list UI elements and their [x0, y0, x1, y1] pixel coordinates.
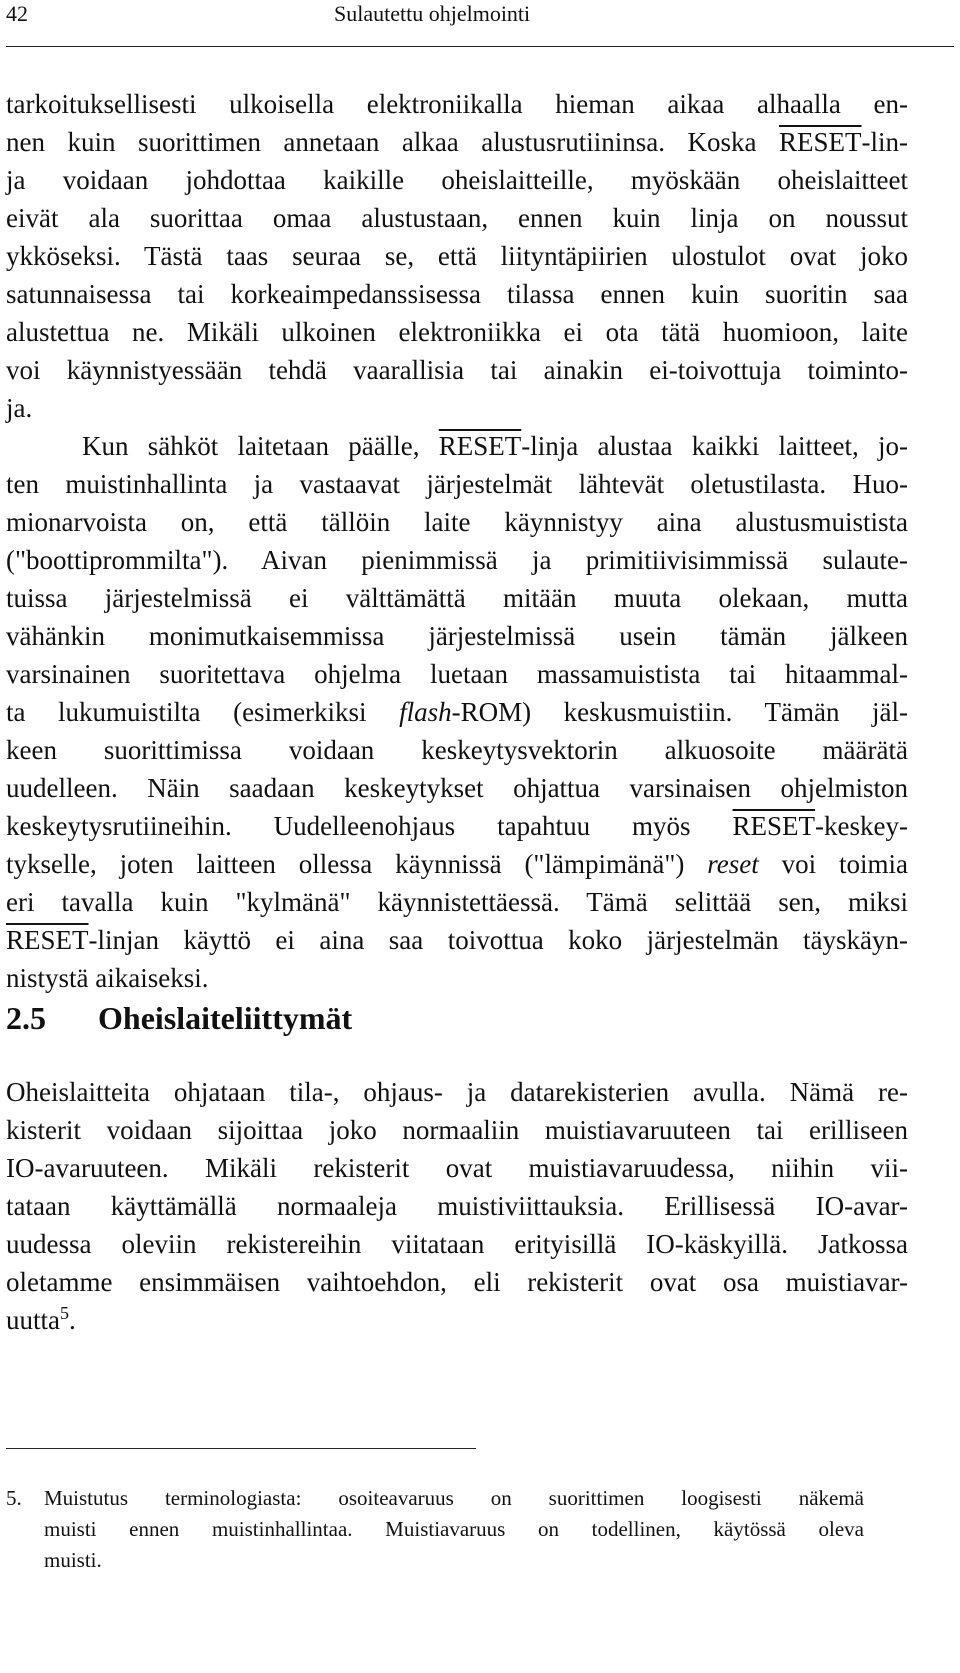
text-line: alustettua ne. Mikäli ulkoinen elektroniikka ei ota tätä huomioon, laite — [6, 317, 908, 347]
text-line: Oheislaitteita ohjataan tila-, ohjaus- ja datarekisterien avulla. Nämä re- — [6, 1077, 908, 1107]
footnote-rule — [6, 1448, 476, 1449]
text-line: tarkoituksellisesti ulkoisella elektroniikalla hieman aikaa alhaalla en- — [6, 89, 908, 119]
text-line: ten muistinhallinta ja vastaavat järjestelmät lähtevät oletustilasta. Huo- — [6, 469, 908, 499]
text-line: kisterit voidaan sijoittaa joko normaaliin muistiavaruuteen tai erilliseen — [6, 1115, 908, 1145]
text-line: nen kuin suorittimen annetaan alkaa alustusrutiininsa. Koska RESET-lin- — [6, 127, 908, 157]
text-line: nistystä aikaiseksi. — [6, 963, 209, 993]
footnote-line: muisti. — [44, 1548, 102, 1572]
running-head — [6, 0, 954, 40]
footnote-line: Muistutus terminologiasta: osoiteavaruus on suorittimen loogisesti näkemä — [44, 1486, 864, 1510]
header-rule — [6, 46, 954, 47]
footnote-number: 5. — [6, 1486, 22, 1510]
italic-term: reset — [707, 849, 759, 879]
page-number: 42 — [6, 1, 28, 26]
section-heading — [6, 998, 352, 1038]
text-line: keen suorittimissa voidaan keskeytysvektorin alkuosoite määrätä — [6, 735, 908, 765]
text-line: tykselle, joten laitteen ollessa käynnissä ("lämpimänä") reset voi toimia — [6, 849, 908, 879]
text-line: varsinainen suoritettava ohjelma luetaan massamuistista tai hitaammal- — [6, 659, 908, 689]
text-line: uutta$^5$. — [6, 1303, 76, 1335]
footnote-reference: 5 — [60, 1303, 69, 1323]
text-line: ja. — [6, 393, 33, 423]
section-title: Oheislaiteliittymät — [98, 1000, 353, 1036]
footnote-line: muisti ennen muistinhallintaa. Muistiavaruus on todellinen, käytössä oleva — [44, 1517, 864, 1541]
reset-signal: RESET — [6, 925, 89, 955]
text-line: ta lukumuistilta (esimerkiksi flash-ROM) keskusmuistiin. Tämän jäl- — [6, 697, 908, 727]
reset-signal: RESET — [778, 127, 862, 157]
text-line: ykköseksi. Tästä taas seuraa se, että liityntäpiirien ulostulot ovat joko — [6, 241, 908, 271]
text-line: ja voidaan johdottaa kaikille oheislaitteille, myöskään oheislaitteet — [6, 165, 908, 195]
text-line: satunnaisessa tai korkeaimpedanssisessa tilassa ennen kuin suoritin saa — [6, 279, 908, 309]
text-line: vähänkin monimutkaisemmissa järjestelmissä usein tämän jälkeen — [6, 621, 908, 651]
text-line: voi käynnistyessään tehdä vaarallisia tai ainakin ei-toivottuja toiminto- — [6, 355, 908, 385]
text-line: oletamme ensimmäisen vaihtoehdon, eli rekisterit ovat osa muistiavar- — [6, 1267, 908, 1297]
text-line: mionarvoista on, että tällöin laite käynnistyy aina alustusmuistista — [6, 507, 908, 537]
text-line: eivät ala suorittaa omaa alustustaan, ennen kuin linja on noussut — [6, 203, 908, 233]
text-line: tuissa järjestelmissä ei välttämättä mitään muuta olekaan, mutta — [6, 583, 908, 613]
text-line: keskeytysrutiineihin. Uudelleenohjaus tapahtuu myös RESET-keskey- — [6, 811, 908, 841]
text-line: tataan käyttämällä normaaleja muistiviittauksia. Erillisessä IO-avar- — [6, 1191, 908, 1221]
section-number: 2.5 — [6, 1000, 46, 1036]
text-line: Kun sähköt laitetaan päälle, RESET-linja alustaa kaikki laitteet, jo- — [82, 431, 908, 461]
reset-signal: RESET — [438, 431, 522, 461]
text-line: RESET-linjan käyttö ei aina saa toivottua koko järjestelmän täyskäyn- — [6, 925, 908, 955]
text-line: eri tavalla kuin "kylmänä" käynnistettäessä. Tämä selittää sen, miksi — [6, 887, 908, 917]
text-line: IO-avaruuteen. Mikäli rekisterit ovat muistiavaruudessa, niihin vii- — [6, 1153, 908, 1183]
text-line: ("boottiprommilta"). Aivan pienimmissä ja primitiivisimmissä sulaute- — [6, 545, 908, 575]
reset-signal: RESET — [732, 811, 816, 841]
italic-term: flash — [399, 697, 452, 727]
text-line: uudelleen. Näin saadaan keskeytykset ohjattua varsinaisen ohjelmiston — [6, 773, 908, 803]
running-head-title: Sulautettu ohjelmointi — [334, 1, 531, 26]
text-line: uudessa oleviin rekistereihin viitataan erityisillä IO-käskyillä. Jatkossa — [6, 1229, 908, 1259]
